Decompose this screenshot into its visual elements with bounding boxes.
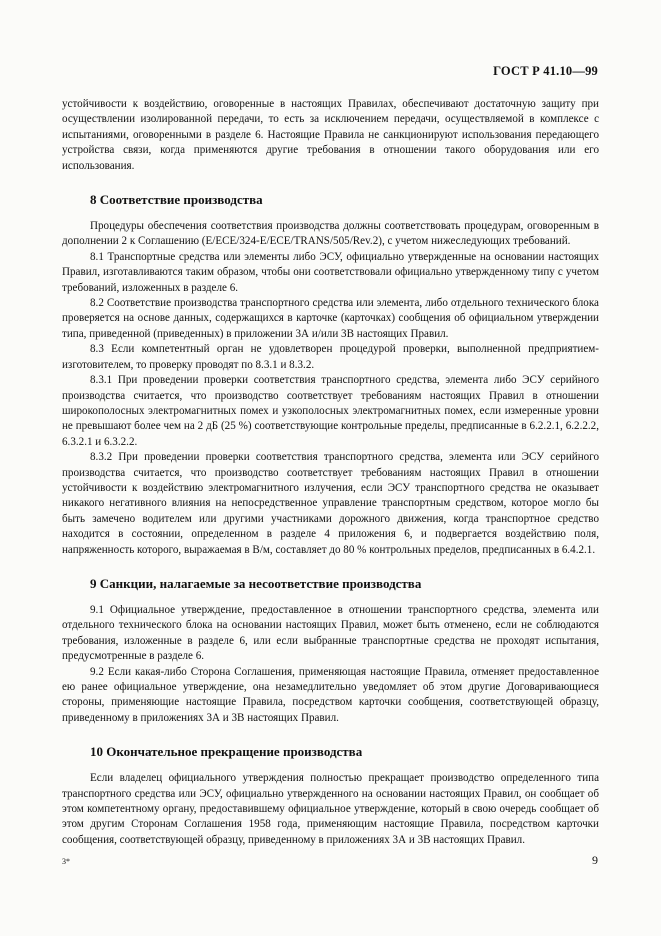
document-body — [62, 97, 599, 848]
clause-8-3-2: 8.3.2 При проведении проверки соответствия транспортного средства, элемента или ЭСУ серийного производства считается, что производство соответствует требованиям настоящих Правил в отношении устойчивости к воздействию электромагнитного излучения, если ЭСУ транспортного средства не оказывает никакого негативного влияния на непосредственное управление транспортным средством, которое могло бы быть замечено водителем или другими участниками дорожного движения, когда транспортное средство находится в состоянии, определенном в разделе 4 приложения 6, и подвергается воздействию поля, напряженность которого, выражаемая в В/м, составляет до 80 % контрольных пределов, предписанных в 6.4.2.1. — [62, 451, 599, 556]
section-9-heading: 9 Санкции, налагаемые за несоответствие производства — [90, 575, 422, 591]
clause-8-1: 8.1 Транспортные средства или элементы либо ЭСУ, официально утвержденные на основании настоящих Правил, изготавливаются таким образом, чтобы они соответствовали официально утвержденному типу с учетом требований, изложенных в разделе 6. — [62, 250, 599, 294]
clause-9-1: 9.1 Официальное утверждение, предоставленное в отношении транспортного средства, элемента или отдельного технического блока на основании настоящих Правил, может быть отменено, если не соблюдаются требования, изложенные в разделе 6, или если выбранные транспортные средства не проходят испытания, предусмотренные в разделе 6. — [62, 603, 599, 663]
clause-9-2: 9.2 Если какая-либо Сторона Соглашения, применяющая настоящие Правила, отменяет предоставленное ею ранее официальное утверждение, она незамедлительно уведомляет об этом другие Договаривающиеся стороны, применяющие настоящие Правила, посредством карточки сообщения, соответствующей образцу, приведенному в приложениях 3А и 3В настоящих Правил. — [62, 665, 599, 724]
section-10-paragraph: Если владелец официального утверждения полностью прекращает производство определенного типа транспортного средства или ЭСУ, официально утвержденного на основании настоящих Правил, он сообщает об этом компетентному органу, предоставившему официальное утверждение, который в свою очередь сообщает об этом другим Сторонам Соглашения 1958 года, применяющим настоящие Правила, посредством карточки сообщения, соответствующей образцу, приведенному в приложениях 3А и 3В настоящих Правил. — [62, 772, 599, 846]
section-8-paragraph: Процедуры обеспечения соответствия производства должны соответствовать процедурам, оговоренным в дополнении 2 к Соглашению (E/ECE/324-E/ECE/TRANS/505/Rev.2), с учетом нижеследующих требований. — [62, 220, 599, 248]
signature-mark: 3* — [62, 857, 70, 866]
section-10-heading: 10 Окончательное прекращение производства — [90, 744, 363, 760]
document-id-header: ГОСТ Р 41.10—99 — [493, 64, 598, 78]
intro-paragraph: устойчивости к воздействию, оговоренные в настоящих Правилах, обеспечивают достаточную защиту при осуществлении изолированной передачи, то есть за исключением передачи, осуществляемой в комплексе с испытаниями, оговоренными в разделе 6. Настоящие Правила не санкционируют использования передающего устройства связи, когда применяются другие требования в отношении такого оборудования или его использования. — [62, 98, 599, 172]
page-number: 9 — [592, 853, 598, 867]
section-8-heading: 8 Соответствие производства — [90, 192, 263, 208]
clause-8-3: 8.3 Если компетентный орган не удовлетворен процедурой проверки, выполненной предприятием-изготовителем, то проверку проводят по 8.3.1 и 8.3.2. — [62, 343, 599, 371]
clause-8-2: 8.2 Соответствие производства транспортного средства или элемента, либо отдельного технического блока проверяется на основе данных, содержащихся в карточке (карточках) сообщения об официальном утверждении типа, приведенной (приведенных) в приложении 3А и/или 3В настоящих Правил. — [62, 297, 599, 340]
clause-8-3-1: 8.3.1 При проведении проверки соответствия транспортного средства, элемента либо ЭСУ серийного производства считается, что производство соответствует требованиям настоящих Правил в отношении широкополосных электромагнитных помех и узкополосных электромагнитных помех, если измеренные уровни не превышают более чем на 2 дБ (25 %) соответствующие контрольные пределы, предписанные в 6.2.2.1, 6.2.2.2, 6.3.2.1 и 6.3.2.2. — [62, 374, 599, 448]
